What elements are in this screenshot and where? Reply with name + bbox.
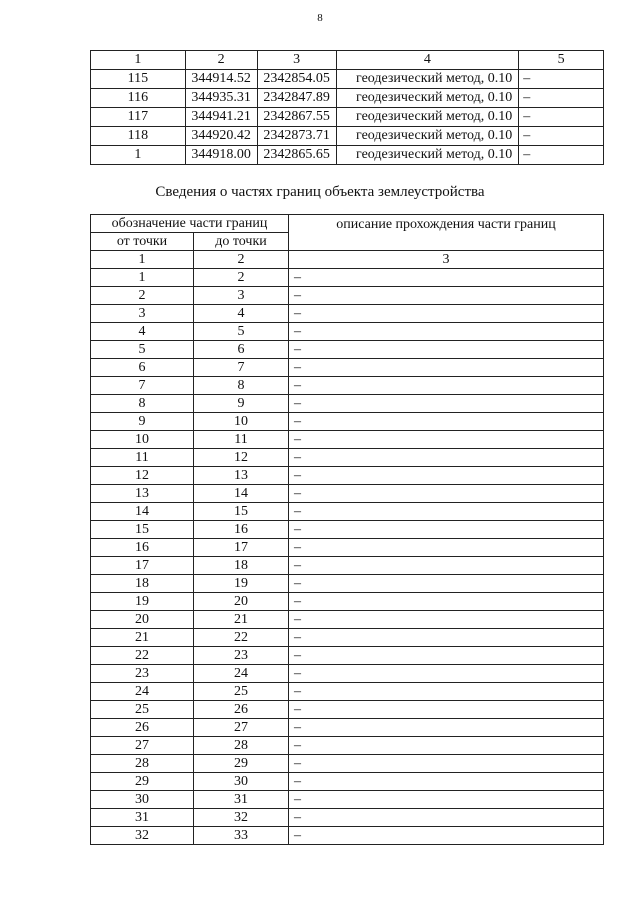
table-row <box>91 127 604 146</box>
table-row <box>91 719 604 737</box>
point-number-cell: 115 <box>91 70 186 89</box>
table-row <box>91 89 604 108</box>
table-row <box>91 593 604 611</box>
table-row <box>91 683 604 701</box>
coordinates-header-cell: 1 <box>91 51 186 70</box>
from-point-cell: 8 <box>91 395 194 413</box>
table-row <box>91 341 604 359</box>
point-number-cell: 118 <box>91 127 186 146</box>
coordinates-header-cell: 4 <box>336 51 519 70</box>
method-accuracy-cell: геодезический метод, 0.10 <box>336 89 519 108</box>
description-cell: – <box>289 701 604 719</box>
from-point-cell: 28 <box>91 755 194 773</box>
description-cell: – <box>289 287 604 305</box>
table-row <box>91 521 604 539</box>
to-point-cell: 24 <box>194 665 289 683</box>
from-point-cell: 31 <box>91 809 194 827</box>
description-cell: – <box>289 305 604 323</box>
method-accuracy-cell: геодезический метод, 0.10 <box>336 70 519 89</box>
description-cell: – <box>289 755 604 773</box>
table-row <box>91 773 604 791</box>
to-point-cell: 33 <box>194 827 289 845</box>
to-point-cell: 12 <box>194 449 289 467</box>
description-cell: – <box>289 665 604 683</box>
description-cell: – <box>289 377 604 395</box>
to-point-cell: 16 <box>194 521 289 539</box>
note-cell: – <box>519 108 604 127</box>
to-point-cell: 31 <box>194 791 289 809</box>
from-point-cell: 2 <box>91 287 194 305</box>
column-number-cell: 3 <box>289 251 604 269</box>
to-point-cell: 10 <box>194 413 289 431</box>
y-coordinate-cell: 2342854.05 <box>257 70 336 89</box>
y-coordinate-cell: 2342873.71 <box>257 127 336 146</box>
x-coordinate-cell: 344920.42 <box>185 127 257 146</box>
boundary-parts-table <box>90 214 604 845</box>
description-cell: – <box>289 485 604 503</box>
table-row <box>91 287 604 305</box>
table-row <box>91 575 604 593</box>
to-point-cell: 6 <box>194 341 289 359</box>
to-point-cell: 9 <box>194 395 289 413</box>
description-cell: – <box>289 359 604 377</box>
coordinates-header-cell: 2 <box>185 51 257 70</box>
coordinates-header-cell: 5 <box>519 51 604 70</box>
y-coordinate-cell: 2342847.89 <box>257 89 336 108</box>
to-point-cell: 13 <box>194 467 289 485</box>
table-row <box>91 557 604 575</box>
from-point-cell: 22 <box>91 647 194 665</box>
to-point-cell: 5 <box>194 323 289 341</box>
x-coordinate-cell: 344935.31 <box>185 89 257 108</box>
to-point-cell: 11 <box>194 431 289 449</box>
column-number-cell: 1 <box>91 251 194 269</box>
to-point-cell: 26 <box>194 701 289 719</box>
x-coordinate-cell: 344918.00 <box>185 146 257 165</box>
to-point-cell: 14 <box>194 485 289 503</box>
from-point-cell: 21 <box>91 629 194 647</box>
description-cell: – <box>289 323 604 341</box>
coordinates-header-row <box>91 51 604 70</box>
method-accuracy-cell: геодезический метод, 0.10 <box>336 127 519 146</box>
point-number-cell: 116 <box>91 89 186 108</box>
boundary-parts-header-row <box>91 215 604 233</box>
to-point-cell: 21 <box>194 611 289 629</box>
note-cell: – <box>519 70 604 89</box>
description-cell: – <box>289 611 604 629</box>
description-cell: – <box>289 773 604 791</box>
table-row <box>91 701 604 719</box>
to-point-cell: 4 <box>194 305 289 323</box>
description-cell: – <box>289 629 604 647</box>
to-point-cell: 17 <box>194 539 289 557</box>
table-row <box>91 377 604 395</box>
table-row <box>91 827 604 845</box>
boundary-parts-table-body <box>91 269 604 845</box>
column-number-cell: 2 <box>194 251 289 269</box>
table-row <box>91 791 604 809</box>
table-row <box>91 108 604 127</box>
to-point-cell: 15 <box>194 503 289 521</box>
x-coordinate-cell: 344941.21 <box>185 108 257 127</box>
from-point-cell: 13 <box>91 485 194 503</box>
table-row <box>91 737 604 755</box>
description-cell: – <box>289 791 604 809</box>
table-row <box>91 539 604 557</box>
to-point-cell: 22 <box>194 629 289 647</box>
to-point-cell: 23 <box>194 647 289 665</box>
description-cell: – <box>289 503 604 521</box>
from-point-cell: 29 <box>91 773 194 791</box>
description-cell: – <box>289 449 604 467</box>
table-row <box>91 431 604 449</box>
x-coordinate-cell: 344914.52 <box>185 70 257 89</box>
note-cell: – <box>519 146 604 165</box>
description-cell: – <box>289 521 604 539</box>
to-point-cell: 32 <box>194 809 289 827</box>
to-point-cell: 7 <box>194 359 289 377</box>
description-cell: – <box>289 467 604 485</box>
table-row <box>91 485 604 503</box>
from-point-cell: 20 <box>91 611 194 629</box>
to-point-cell: 29 <box>194 755 289 773</box>
boundary-part-designation-header: обозначение части границ <box>91 215 289 233</box>
table-row <box>91 146 604 165</box>
description-cell: – <box>289 683 604 701</box>
table-row <box>91 323 604 341</box>
table-row <box>91 70 604 89</box>
table-row <box>91 809 604 827</box>
description-cell: – <box>289 809 604 827</box>
table-row <box>91 665 604 683</box>
to-point-cell: 27 <box>194 719 289 737</box>
from-point-cell: 4 <box>91 323 194 341</box>
description-cell: – <box>289 557 604 575</box>
to-point-cell: 30 <box>194 773 289 791</box>
coordinates-header-cell: 3 <box>257 51 336 70</box>
boundary-part-description-header: описание прохождения части границ <box>289 215 604 251</box>
to-point-cell: 3 <box>194 287 289 305</box>
from-point-cell: 12 <box>91 467 194 485</box>
table-row <box>91 413 604 431</box>
to-point-cell: 19 <box>194 575 289 593</box>
table-row <box>91 359 604 377</box>
table-row <box>91 305 604 323</box>
from-point-cell: 24 <box>91 683 194 701</box>
table-row <box>91 449 604 467</box>
table-row <box>91 503 604 521</box>
note-cell: – <box>519 89 604 108</box>
from-point-cell: 18 <box>91 575 194 593</box>
from-point-cell: 27 <box>91 737 194 755</box>
table-row <box>91 467 604 485</box>
from-point-cell: 16 <box>91 539 194 557</box>
section-title: Сведения о частях границ объекта землеустройства <box>155 184 485 200</box>
table-row <box>91 647 604 665</box>
from-point-cell: 3 <box>91 305 194 323</box>
description-cell: – <box>289 269 604 287</box>
description-cell: – <box>289 593 604 611</box>
to-point-cell: 18 <box>194 557 289 575</box>
from-point-cell: 25 <box>91 701 194 719</box>
point-number-cell: 1 <box>91 146 186 165</box>
description-cell: – <box>289 719 604 737</box>
description-cell: – <box>289 431 604 449</box>
description-cell: – <box>289 395 604 413</box>
point-number-cell: 117 <box>91 108 186 127</box>
from-point-cell: 30 <box>91 791 194 809</box>
from-point-cell: 6 <box>91 359 194 377</box>
from-point-cell: 19 <box>91 593 194 611</box>
to-point-cell: 25 <box>194 683 289 701</box>
from-point-cell: 15 <box>91 521 194 539</box>
to-point-cell: 2 <box>194 269 289 287</box>
to-point-cell: 28 <box>194 737 289 755</box>
description-cell: – <box>289 413 604 431</box>
boundary-parts-column-number-row <box>91 251 604 269</box>
table-row <box>91 611 604 629</box>
page-number: 8 <box>317 12 323 24</box>
method-accuracy-cell: геодезический метод, 0.10 <box>336 108 519 127</box>
from-point-cell: 17 <box>91 557 194 575</box>
coordinates-table-body <box>91 70 604 165</box>
from-point-cell: 5 <box>91 341 194 359</box>
description-cell: – <box>289 341 604 359</box>
description-cell: – <box>289 539 604 557</box>
from-point-cell: 10 <box>91 431 194 449</box>
table-row <box>91 269 604 287</box>
note-cell: – <box>519 127 604 146</box>
description-cell: – <box>289 737 604 755</box>
from-point-cell: 14 <box>91 503 194 521</box>
description-cell: – <box>289 575 604 593</box>
table-row <box>91 755 604 773</box>
y-coordinate-cell: 2342865.65 <box>257 146 336 165</box>
table-row <box>91 629 604 647</box>
description-cell: – <box>289 647 604 665</box>
from-point-cell: 7 <box>91 377 194 395</box>
to-point-header: до точки <box>194 233 289 251</box>
from-point-cell: 11 <box>91 449 194 467</box>
from-point-cell: 23 <box>91 665 194 683</box>
from-point-cell: 32 <box>91 827 194 845</box>
table-row <box>91 395 604 413</box>
to-point-cell: 8 <box>194 377 289 395</box>
to-point-cell: 20 <box>194 593 289 611</box>
coordinates-table <box>90 50 604 165</box>
from-point-cell: 1 <box>91 269 194 287</box>
from-point-header: от точки <box>91 233 194 251</box>
description-cell: – <box>289 827 604 845</box>
from-point-cell: 9 <box>91 413 194 431</box>
method-accuracy-cell: геодезический метод, 0.10 <box>336 146 519 165</box>
y-coordinate-cell: 2342867.55 <box>257 108 336 127</box>
from-point-cell: 26 <box>91 719 194 737</box>
